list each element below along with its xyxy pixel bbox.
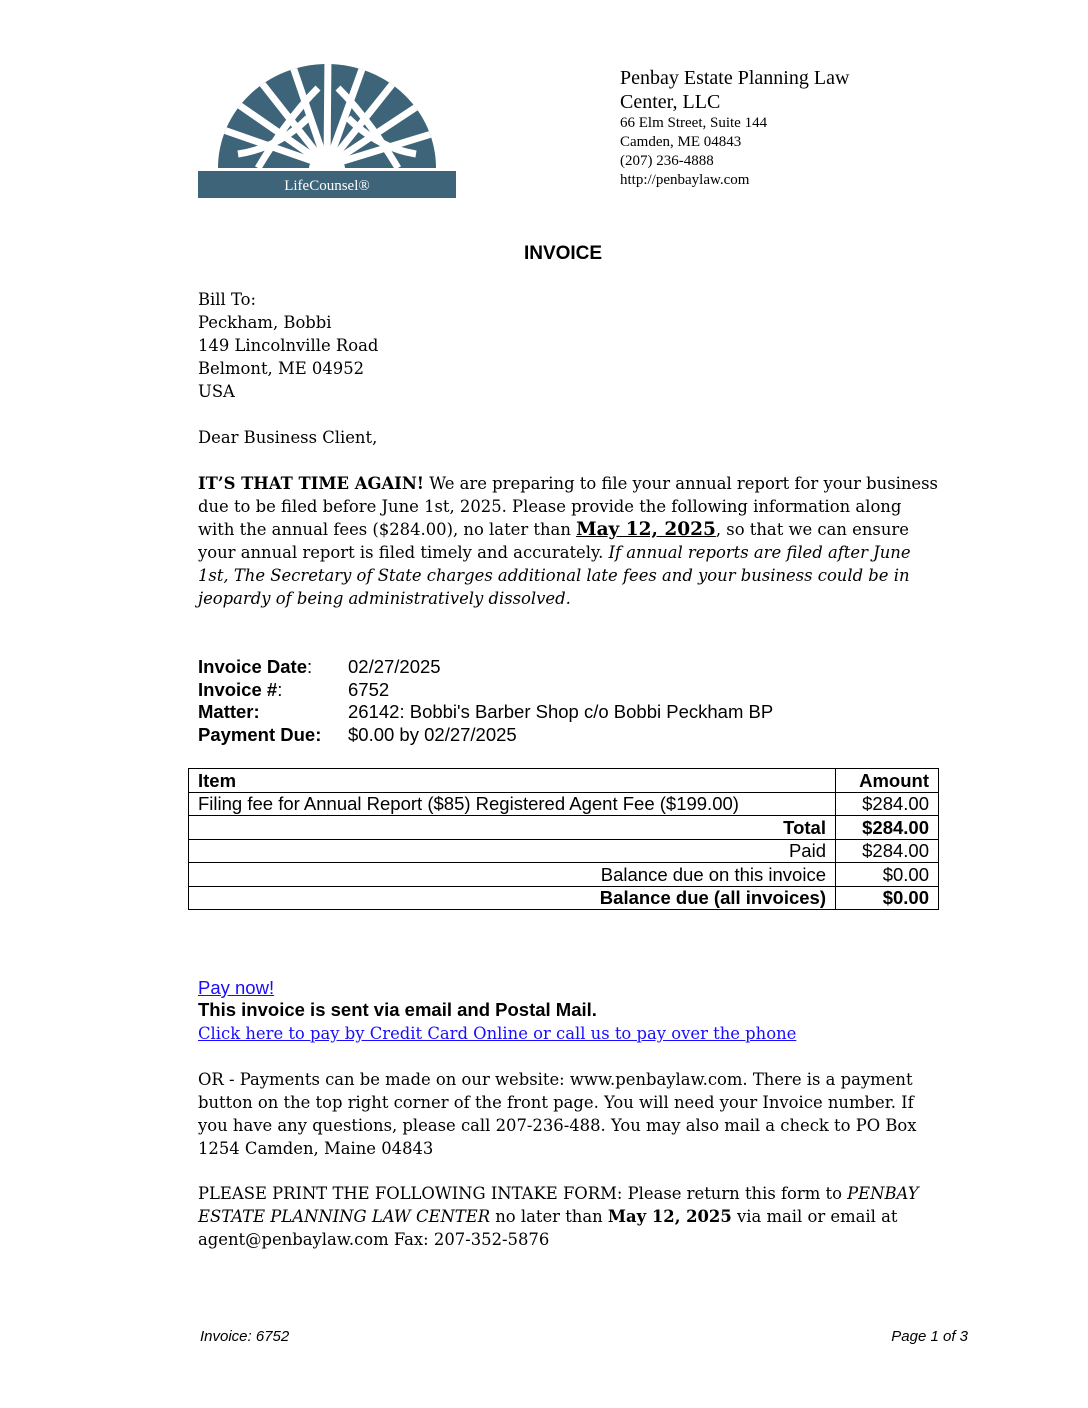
- total-label: Total: [189, 816, 836, 840]
- print-lead: PLEASE PRINT THE FOLLOWING INTAKE FORM: Please return this form to: [198, 1184, 848, 1203]
- firm-website: http://penbaylaw.com: [620, 172, 750, 188]
- print-date: May 12, 2025: [607, 1207, 732, 1226]
- payment-options-paragraph: OR - Payments can be made on our website: www.penbaylaw.com. There is a payment button on the top right corner of the front page. You will need your Invoice number. If you have any questions, please call 207-236-488. You may also mail a check to PO Box 1254 Camden, Maine 04843: [198, 1070, 917, 1158]
- greeting: Dear Business Client,: [198, 428, 378, 447]
- balance-all-value: $0.00: [836, 886, 939, 910]
- total-value: $284.00: [836, 816, 939, 840]
- header-amount: Amount: [836, 769, 939, 793]
- firm-phone: (207) 236-4888: [620, 153, 714, 169]
- print-firm: PENBAY ESTATE PLANNING LAW CENTER: [198, 1184, 919, 1226]
- header-item: Item: [189, 769, 836, 793]
- invoice-date-label: Invoice Date: [198, 656, 307, 677]
- intro-deadline: May 12, 2025: [576, 519, 716, 540]
- intro-lead: IT’S THAT TIME AGAIN!: [198, 474, 425, 493]
- payment-due-label: Payment Due:: [198, 723, 322, 745]
- bill-to-country: USA: [198, 382, 235, 401]
- firm-address2: Camden, ME 04843: [620, 134, 742, 150]
- bill-to-label: Bill To:: [198, 290, 257, 309]
- pay-by-card-link[interactable]: Click here to pay by Credit Card Online or call us to pay over the phone: [198, 1024, 797, 1043]
- intro-text2: , so that we can ensure your annual report is filed timely and accurately.: [198, 520, 909, 562]
- balance-label: Balance due on this invoice: [189, 863, 836, 887]
- matter-value: 26142: Bobbi's Barber Shop c/o Bobbi Peckham BP: [348, 701, 774, 722]
- balance-all-row: [189, 886, 939, 910]
- paid-value: $284.00: [836, 839, 939, 863]
- meta-row-date: Invoice Date: 02/27/2025: [198, 656, 441, 677]
- bill-to-city: Belmont, ME 04952: [198, 359, 365, 378]
- print-mid: no later than: [490, 1207, 608, 1226]
- firm-name-line1: Penbay Estate Planning Law: [620, 67, 850, 89]
- balance-row: [189, 863, 939, 887]
- table-header-row: [189, 769, 939, 793]
- invoice-date-value: 02/27/2025: [348, 656, 441, 677]
- intake-form-paragraph: [198, 1182, 938, 1251]
- intro-warning: If annual reports are filed after June 1st, The Secretary of State charges additional late fees and your business could be in jeopardy of being administratively dissolved.: [198, 543, 911, 608]
- meta-row-payment-due: [198, 724, 773, 747]
- paid-label: Paid: [189, 839, 836, 863]
- invoice-number-label: Invoice #: [198, 678, 278, 700]
- lifecounsel-logo-icon: [198, 58, 456, 198]
- table-row: [189, 792, 939, 816]
- logo-wordmark: LifeCounsel®: [284, 178, 370, 194]
- intro-paragraph: [198, 472, 938, 610]
- footer-invoice-number: Invoice: 6752: [200, 1328, 290, 1345]
- payment-due-value: $0.00 by 02/27/2025: [348, 723, 517, 745]
- invoice-number-value: 6752: [348, 678, 390, 700]
- balance-value: $0.00: [836, 863, 939, 887]
- items-table: [188, 768, 939, 910]
- footer-page-number: Page 1 of 3: [891, 1328, 968, 1345]
- firm-logo: [198, 58, 456, 198]
- firm-info: [620, 66, 849, 190]
- sent-via-notice: This invoice is sent via email and Postal Mail.: [198, 999, 597, 1020]
- meta-row-matter: [198, 701, 773, 724]
- bill-to-block: [198, 288, 378, 403]
- meta-row-number: Invoice #: 6752: [198, 678, 390, 700]
- bill-to-name: Peckham, Bobbi: [198, 313, 332, 332]
- line-description: Filing fee for Annual Report ($85) Registered Agent Fee ($199.00): [189, 792, 836, 816]
- matter-label: Matter:: [198, 701, 260, 722]
- intro-text1: We are preparing to file your annual report for your business due to be filed before June 1st, 2025. Please provide the following information along with the annual fees ($284.00), no later than: [198, 474, 938, 539]
- invoice-meta: [198, 656, 773, 746]
- balance-all-label: Balance due (all invoices): [189, 886, 836, 910]
- paid-row: [189, 839, 939, 863]
- bill-to-street: 149 Lincolnville Road: [198, 336, 379, 355]
- pay-now-link[interactable]: Pay now!: [198, 977, 275, 998]
- print-tail: via mail or email at agent@penbaylaw.com Fax: 207-352-5876: [198, 1207, 898, 1249]
- firm-address1: 66 Elm Street, Suite 144: [620, 115, 768, 131]
- line-amount: $284.00: [836, 792, 939, 816]
- page-title: INVOICE: [523, 243, 603, 264]
- firm-name-line2: Center, LLC: [620, 91, 721, 113]
- total-row: [189, 816, 939, 840]
